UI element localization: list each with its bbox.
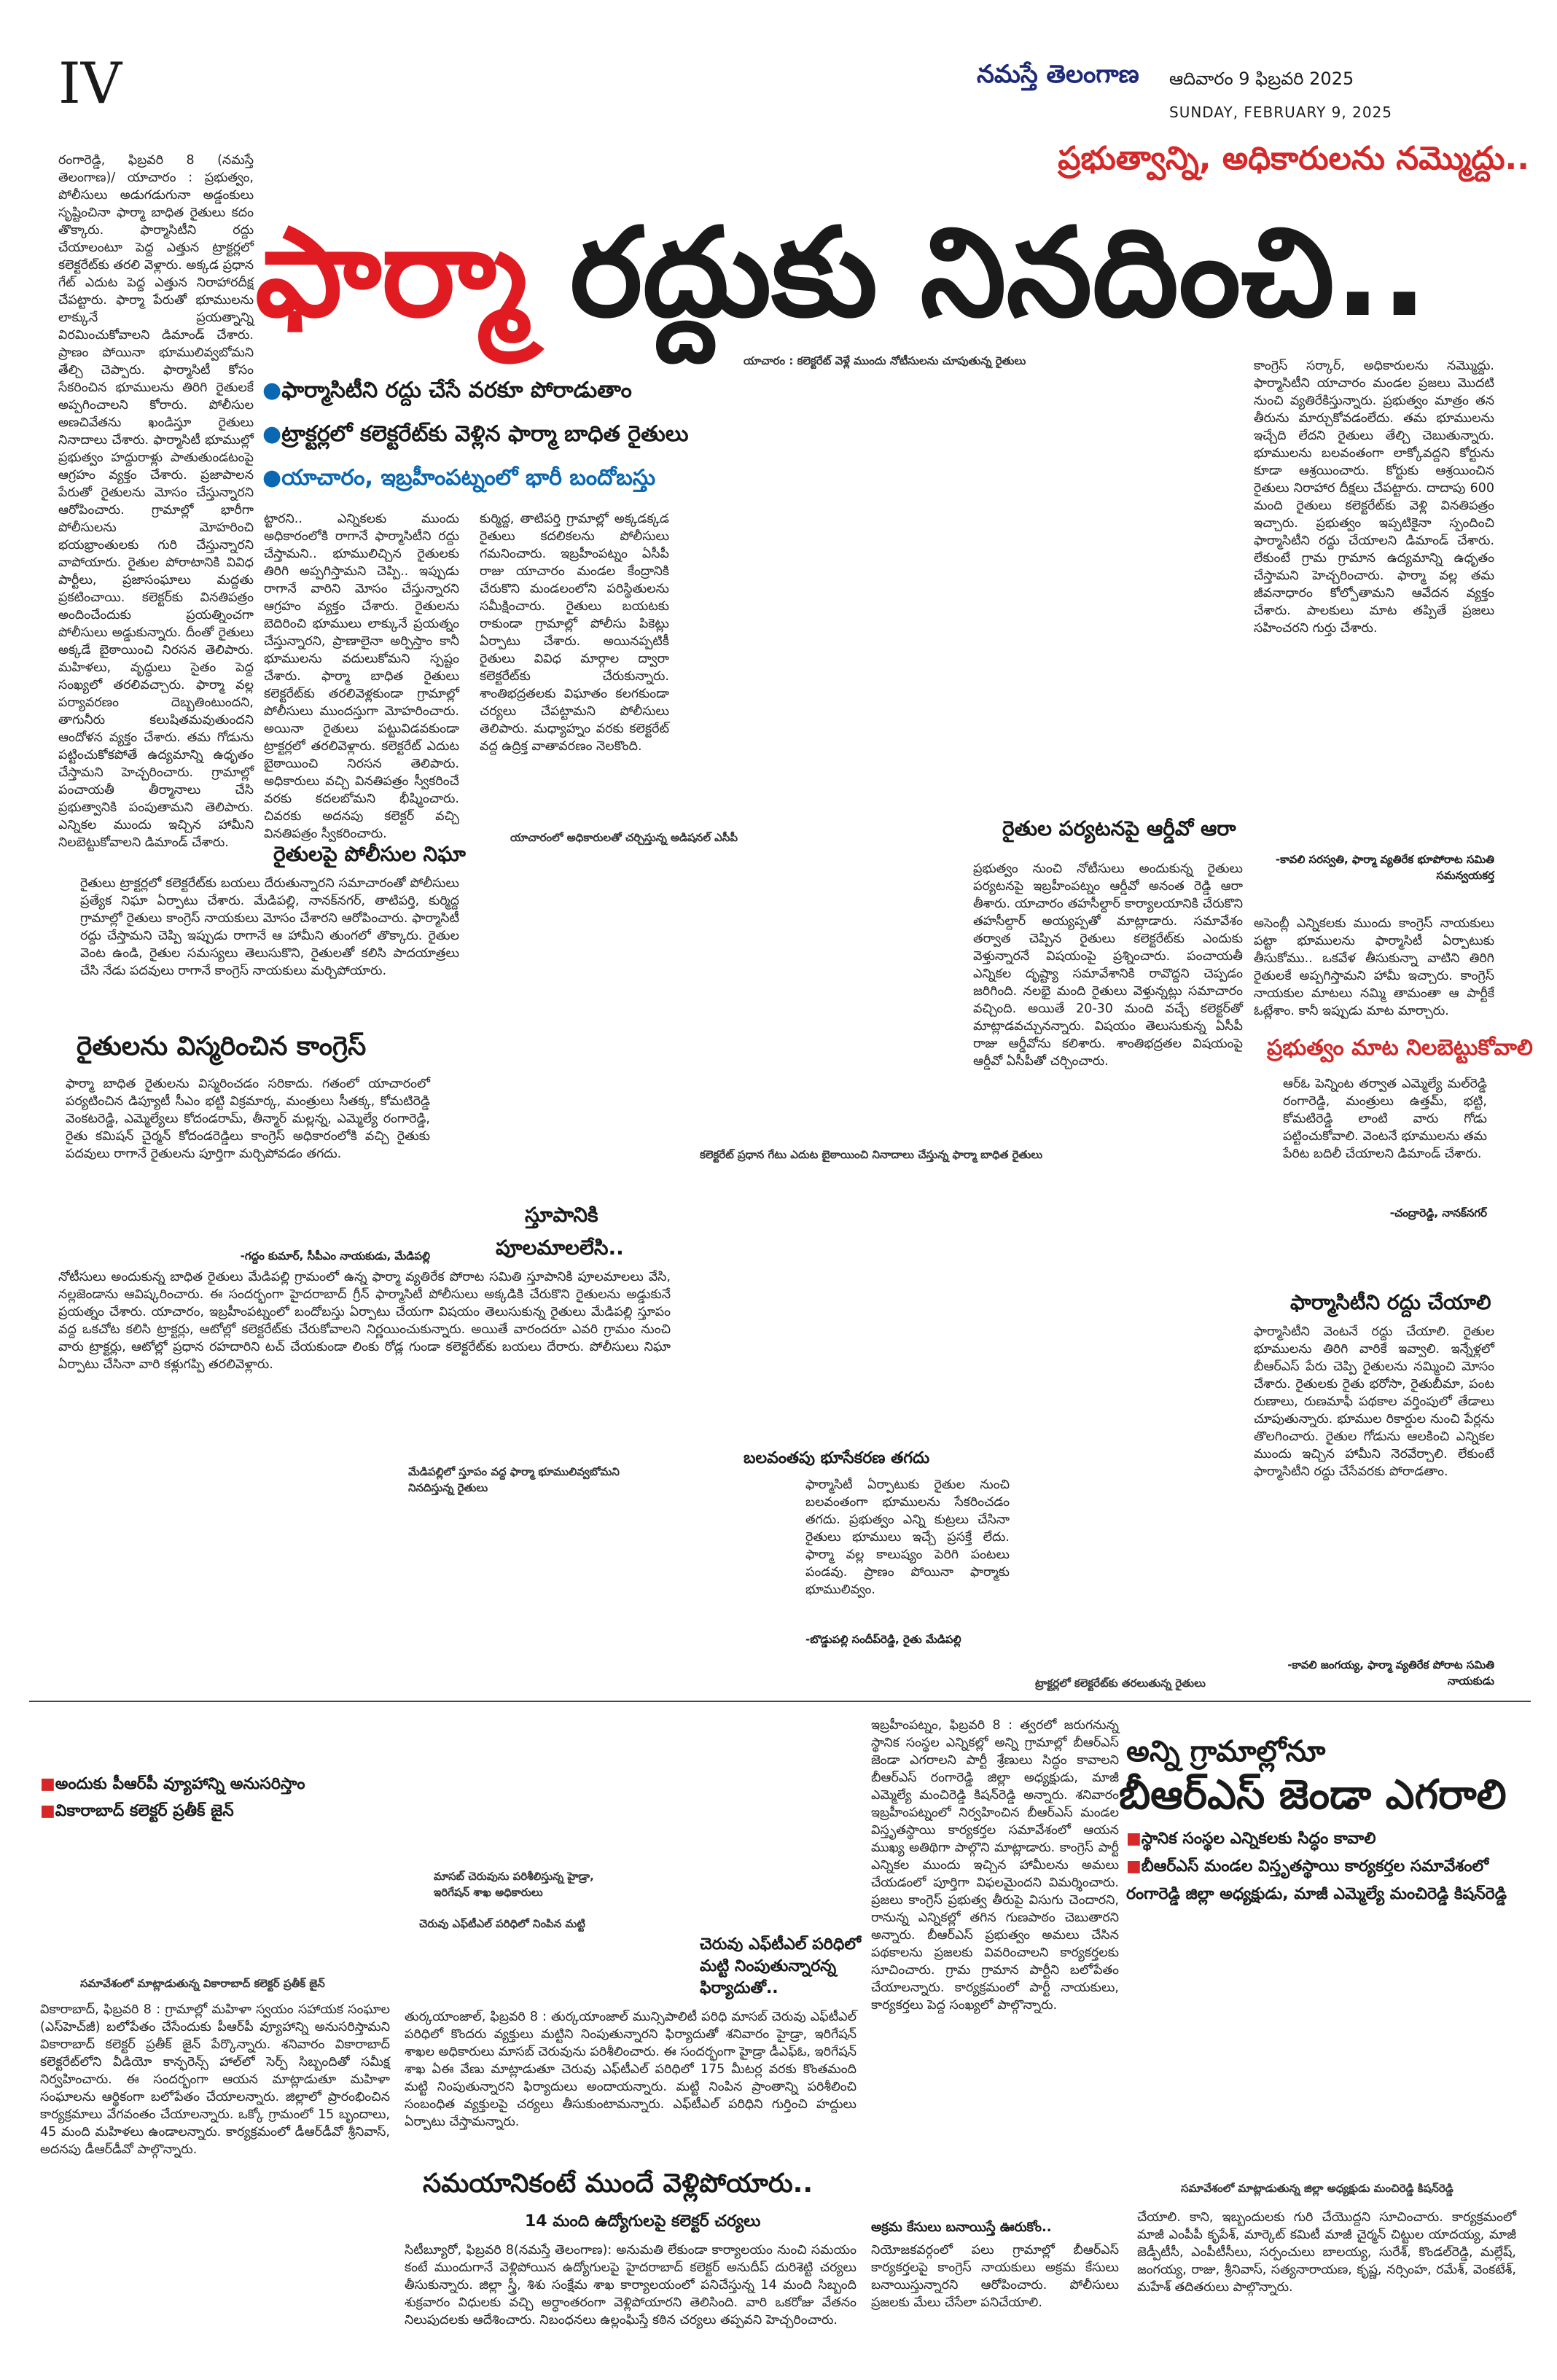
vikarabad-bullet-2: ■వికారాబాద్ కలెక్టర్ ప్రతీక్ జైన్ <box>40 1802 234 1820</box>
lead-bullet-2: ●ట్రాక్టర్లలో కలెక్టరేట్‌కు వెళ్లిన ఫార్మా బాధిత రైతులు <box>262 421 689 447</box>
lead-photo2-caption: యాచారంలో అధికారులతో చర్చిస్తున్న అడిషనల్ ఎసీపీ <box>510 831 738 844</box>
brs-headline: బీఆర్‌ఎస్ జెండా ఎగరాలి <box>1119 1771 1507 1819</box>
cancel-text: ఫార్మాసిటీని వెంటనే రద్దు చేయాలి. రైతుల భూములను తిరిగి వారికే ఇవ్వాలి. ఇన్నేళ్లలో బీఆర్‌ఎస్ పేరు చెప్పి రైతులను నమ్మించి మోసం చేశారు. రైతులకు రైతు భరోసా, రైతుబీమా, పంట రుణాలు, రుణమాఫీ పథకాల వర్తింపులో తేడాలు చూపుతున్నారు. భూముల రికార్డుల నుంచి పేర్లను తొలగించారు. రైతుల గోడును ఆలకించి ఎన్నికల ముందు ఇచ్చిన హామీని నెరవేర్చాలి. లేకుంటే ఫార్మాసిటీని రద్దు చేసేవరకు పోరాడతాం. <box>1254 1324 1494 1479</box>
bullet-icon: ● <box>262 421 282 447</box>
forced-signature: -బొడ్డుపల్లి సందీప్‌రెడ్డి, రైతు మేడిపల్లి <box>805 1633 961 1646</box>
stupa-heading-2: పూలమాలలేసి.. <box>496 1236 624 1260</box>
cancel-heading: ఫార్మాసిటీని రద్దు చేయాలి <box>1290 1290 1491 1314</box>
page-number: IV <box>58 51 122 117</box>
lead-photo-caption: యాచారం : కలెక్టరేట్ వెళ్లే ముందు నోటీసులను చూపుతున్న రైతులు <box>744 354 1026 367</box>
pond-heading: చెరువు ఎఫ్‌టీఎల్ పరిధిలో మట్టి నింపుతున్నారన్న ఫిర్యాదుతో.. <box>700 1935 862 1997</box>
early-subhead: 14 మంది ఉద్యోగులపై కలెక్టర్ చర్యలు <box>525 2212 761 2231</box>
brs-text-2: నియోజకవర్గంలో పలు గ్రామాల్లో బీఆర్‌ఎస్ కార్యకర్తలపై కాంగ్రెస్ నాయకులు అక్రమ కేసులు బనాయిస్తున్నారని ఆరోపించారు. పోలీసులు ప్రజలకు మేలు చేసేలా పనిచేయాలి. <box>871 2243 1119 2310</box>
right-col-signature-1: -కావలి సరస్వతి, ఫార్మా వ్యతిరేక భూపోరాట సమితి సమన్వయకర్త <box>1275 853 1494 882</box>
brs-caption: సమావేశంలో మాట్లాడుతున్న జిల్లా అధ్యక్షుడు మంచిరెడ్డి కిషన్‌రెడ్డి <box>1181 2182 1453 2195</box>
brs-bullet-3: రంగారెడ్డి జిల్లా అధ్యక్షుడు, మాజీ ఎమ్మెల్యే మంచిరెడ్డి కిషన్‌రెడ్డి <box>1126 1885 1507 1903</box>
early-headline: సమయానికంటే ముందే వెళ్లిపోయారు.. <box>423 2169 813 2198</box>
lead-col-3: కుర్మిద్ద, తాటిపర్తి గ్రామాల్లో అక్కడక్కడ రైతులు కదలికలను పోలీసులు గమనించారు. ఇబ్రహీంపట్నం ఏసీపీ రాజు యాచారం మండల కేంద్రానికి చేరుకొని మండలంలోని పరిస్థితులను సమీక్షించారు. రైతులు బయటకు రాకుండా గ్రామాల్లో పోలీసు పికెట్లు ఏర్పాటు చేశారు. అయినప్పటికీ రైతులు వివిధ మార్గాల ద్వారా కలెక్టరేట్‌కు చేరుకున్నారు. శాంతిభద్రతలకు విఘాతం కలగకుండా చర్యలు చేపట్టామని పోలీసులు తెలిపారు. మధ్యాహ్నం వరకు కలెక్టరేట్ వద్ద ఉద్రిక్త వాతావరణం నెలకొంది. <box>480 512 669 754</box>
stupa-heading-1: స్తూపానికి <box>525 1203 598 1227</box>
tractor-caption: ట్రాక్టర్లలో కలెక్టరేట్‌కు తరలుతున్న రైతులు <box>1035 1677 1206 1690</box>
lead-kicker: ప్రభుత్వాన్ని, అధికారులను నమ్మొద్దు.. <box>1058 140 1529 177</box>
bullet-icon: ■ <box>40 1802 55 1820</box>
pond-text: తుర్కయాంజాల్, ఫిబ్రవరి 8 : తుర్కయాంజాల్ మున్సిపాలిటీ పరిధి మాసబ్ చెరువు ఎఫ్‌టీఎల్ పరిధిలో కొందరు వ్యక్తులు మట్టిని నింపుతున్నారని ఫిర్యాదుతో శనివారం హైడ్రా, ఇరిగేషన్ శాఖల అధికారులు మాసబ్ చెరువును పరిశీలించారు. ఈ సందర్భంగా హైడ్రా డీఎఫ్‌ఓ, ఇరిగేషన్ శాఖ ఏఈ వేణు మాట్లాడుతూ చెరువు ఎఫ్‌టీఎల్ పరిధిలో 175 మీటర్ల వరకు కొంతమంది మట్టి నింపుతున్నారని ఫిర్యాదులు అందాయన్నారు. మట్టి నింపిన ప్రాంతాన్ని పరిశీలించి సంబంధిత వ్యక్తులపై చర్యలు తీసుకుంటామన్నారు. ఎఫ్‌టీఎల్ పరిధిని గుర్తించి హద్దులు ఏర్పాటు చేస్తామన్నారు. <box>405 2010 856 2129</box>
forgot-heading: రైతులను విస్మరించిన కాంగ్రెస్ <box>77 1031 367 1061</box>
bullet-icon: ● <box>262 465 282 491</box>
bullet-icon: ■ <box>1126 1830 1142 1848</box>
date-english: SUNDAY, FEBRUARY 9, 2025 <box>1169 104 1393 121</box>
gate-caption: కలెక్టరేట్ ప్రధాన గేటు ఎదుట బైఠాయించి నినాదాలు చేస్తున్న ఫార్మా బాధిత రైతులు <box>700 1148 1043 1161</box>
brs-bullet-1: ■స్థానిక సంస్థల ఎన్నికలకు సిద్ధం కావాలి <box>1126 1830 1376 1848</box>
right-col-text-2: అసెంబ్లీ ఎన్నికలకు ముందు కాంగ్రెస్ నాయకులు పట్టా భూములను ఫార్మాసిటీ ఏర్పాటుకు తీసుకోము.. ఒకవేళ తీసుకున్నా వాటిని తిరిగి రైతులకే అప్పగిస్తామని హామీ ఇచ్చారు. కాంగ్రెస్ నాయకుల మాటలు నమ్మి తామంతా ఆ పార్టీకే ఓట్లేశాం. కానీ ఇప్పుడు మాట మార్చారు. <box>1254 916 1494 1018</box>
stupa-caption: మేడిపల్లిలో స్తూపం వద్ద ఫార్మా భూములివ్వబోమని నినదిస్తున్న రైతులు <box>408 1465 620 1494</box>
bullet-icon: ■ <box>40 1775 55 1793</box>
right-col-signature-2: -చంద్రారెడ్డి, నానక్‌నగర్ <box>1389 1206 1487 1220</box>
lead-headline <box>255 201 1428 344</box>
brs-subhead: అక్రమ కేసులు బనాయిస్తే ఊరుకోం.. <box>871 2220 1052 2235</box>
bullet-icon: ■ <box>1126 1857 1142 1876</box>
vikarabad-text: వికారాబాద్, ఫిబ్రవరి 8 : గ్రామాల్లో మహిళా స్వయం సహాయక సంఘాల (ఎస్‌హెచ్‌జీ) బలోపేతం చేసేందుకు పీఆర్‌పీ వ్యూహాన్ని అనుసరిస్తామని వికారాబాద్ కలెక్టర్ ప్రతీక్ జైన్ పేర్కొన్నారు. శనివారం వికారాబాద్ కలెక్టరేట్‌లోని వీడియో కాన్ఫరెన్స్ హాల్‌లో సెర్ప్ సిబ్బందితో సమీక్ష నిర్వహించారు. ఈ సందర్భంగా ఆయన మాట్లాడుతూ మహిళా సంఘాలను ఆర్థికంగా బలోపేతం చేయాలన్నారు. జిల్లాలో ప్రారంభించిన కార్యక్రమాలు వేగవంతం చేయాలన్నారు. ఒక్కో గ్రామంలో 15 బృందాలు, 45 మంది మహిళలు ఉండాలన్నారు. కార్యక్రమంలో డీఆర్‌డీవో శ్రీనివాస్, అదనపు డీఆర్‌డీవో పాల్గొన్నారు. <box>40 2002 390 2157</box>
pond-caption-1: మాసబ్ చెరువును పరిశీలిస్తున్న హైడ్రా, ఇరిగేషన్ శాఖ అధికారులు <box>434 1870 594 1899</box>
forced-heading: బలవంతపు భూసేకరణ తగదు <box>744 1449 930 1467</box>
police-heading: రైతులపై పోలీసుల నిఘా <box>273 842 466 866</box>
right-col-red-subhead: ప్రభుత్వం మాట నిలబెట్టుకోవాలి <box>1267 1035 1533 1061</box>
vikarabad-bullet-1: ■అందుకు పీఆర్‌పీ వ్యూహాన్ని అనుసరిస్తాం <box>40 1775 305 1793</box>
date-telugu: ఆదివారం 9 ఫిబ్రవరి 2025 <box>1169 69 1354 89</box>
rdo-heading: రైతుల పర్యటనపై ఆర్డీవో ఆరా <box>1002 816 1236 840</box>
brs-kicker: అన్ని గ్రామాల్లోనూ <box>1126 1735 1326 1768</box>
lead-col-1: రంగారెడ్డి, ఫిబ్రవరి 8 (నమస్తే తెలంగాణ)/ యాచారం : ప్రభుత్వం, పోలీసులు అడుగడుగునా అడ్డంకులు సృష్టించినా ఫార్మా బాధిత రైతులు కదం తొక్కారు. ఫార్మాసిటీని రద్దు చేయాలంటూ పెద్ద ఎత్తున ట్రాక్టర్లలో కలెక్టరేట్‌కు తరలి వెళ్లారు. అక్కడ ప్రధాన గేట్ ఎదుట పెద్ద ఎత్తున నిరాహారదీక్ష చేపట్టారు. ఫార్మా పేరుతో భూములను లాక్కునే ప్రయత్నాన్ని విరమించుకోవాలని డిమాండ్ చేశారు. ప్రాణం పోయినా భూములివ్వబోమని తేల్చి చెప్పారు. ఫార్మాసిటీ కోసం సేకరించిన భూములను తిరిగి రైతులకే అప్పగించాలని కోరారు. పోలీసుల అణచివేతను ఖండిస్తూ రైతులు నినాదాలు చేశారు. ఫార్మాసిటీ భూముల్లో ప్రభుత్వం హద్దురాళ్లు పాతుతుండటంపై ఆగ్రహం వ్యక్తం చేశారు. ప్రజాపాలన పేరుతో రైతులను మోసం చేస్తున్నారని ఆరోపించారు. గ్రామాల్లో భారీగా పోలీసులను మోహరించి భయభ్రాంతులకు గురి చేస్తున్నారని వాపోయారు. రైతుల పోరాటానికి వివిధ పార్టీలు, ప్రజాసంఘాలు మద్దతు ప్రకటించాయి. కలెక్టర్‌కు వినతిపత్రం అందించేందుకు ప్రయత్నించగా పోలీసులు అడ్డుకున్నారు. దీంతో రైతులు అక్కడే బైఠాయించి నిరసన తెలిపారు. మహిళలు, వృద్ధులు సైతం పెద్ద సంఖ్యలో తరలివచ్చారు. ఫార్మా వల్ల పర్యావరణం దెబ్బతింటుందని, తాగునీరు కలుషితమవుతుందని ఆందోళన వ్యక్తం చేశారు. తమ గోడును పట్టించుకోకపోతే ఉద్యమాన్ని ఉధృతం చేస్తామని హెచ్చరించారు. గ్రామాల్లో పంచాయతీ తీర్మానాలు చేసి ప్రభుత్వానికి పంపుతామని తెలిపారు. ఎన్నికల ముందు ఇచ్చిన హామీని నిలబెట్టుకోవాలని డిమాండ్ చేశారు. <box>58 153 254 850</box>
brs-bottom-text: చేయాలి. కాని, ఇబ్బందులకు గురి చేయొద్దని సూచించారు. కార్యక్రమంలో మాజీ ఎంపీపీ కృపేశ్, మార్కెట్ కమిటీ మాజీ చైర్మన్ చిట్టుల యాదయ్య, మాజీ జెడ్పీటీసీ, ఎంపీటీసీలు, సర్పంచులు బాలయ్య, సురేశ్, కొండల్‌రెడ్డి, మల్లేష్, జంగయ్య, రాజు, శ్రీనివాస్, సత్యనారాయణ, కృష్ణ, నర్సింహ, రమేశ్, వెంకటేశ్, మహేశ్ తదితరులు పాల్గొన్నారు. <box>1137 2210 1516 2295</box>
headline-black: రద్దుకు నినదించి.. <box>527 201 1428 344</box>
right-col-text: కాంగ్రెస్ సర్కార్, అధికారులను నమ్మొద్దు. ఫార్మాసిటీని యాచారం మండల ప్రజలు మొదటి నుంచి వ్యతిరేకిస్తున్నారు. ప్రభుత్వం మాత్రం తన తీరును మార్చుకోవడంలేదు. తమ భూములను ఇచ్చేది లేదని రైతులు తేల్చి చెబుతున్నారు. భూములను బలవంతంగా లాక్కోవద్దని కోర్టును కూడా ఆశ్రయించారు. కోర్టుకు ఆశ్రయించిన రైతులు నిరాహార దీక్షలు చేపట్టారు. దాదాపు 600 మంది రైతులు కలెక్టరేట్‌కు వెళ్లి వినతిపత్రం ఇచ్చారు. ప్రభుత్వం ఇప్పటికైనా స్పందించి ఫార్మాసిటీని రద్దు చేయాలని డిమాండ్ చేశారు. లేకుంటే గ్రామ గ్రామాన ఉద్యమాన్ని ఉధృతం చేస్తామని హెచ్చరించారు. ఫార్మా వల్ల తమ జీవనాధారం కోల్పోతామని ఆవేదన వ్యక్తం చేశారు. పాలకులు మాట తప్పితే ప్రజలు సహించరని గుర్తు చేశారు. <box>1254 359 1494 636</box>
stupa-text: నోటీసులు అందుకున్న బాధిత రైతులు మేడిపల్లి గ్రామంలో ఉన్న ఫార్మా వ్యతిరేక పోరాట సమితి స్తూపానికి పూలమాలలు వేసి, నల్లజెండాను ఆవిష్కరించారు. ఈ సందర్భంగా హైదరాబాద్ గ్రీన్ ఫార్మాసిటీ పోలీసులు అక్కడికి చేరుకొని రైతులను అడ్డుకునే ప్రయత్నం చేశారు. యాచారం, ఇబ్రహీంపట్నంలో బందోబస్తు ఏర్పాటు చేయగా విషయం తెలుసుకున్న రైతులు మేడిపల్లి స్తూపం వద్ద ఒకచోట కలిసి ట్రాక్టర్లు, ఆటోల్లో కలెక్టరేట్‌కు చేరుకోవాలని నిర్ణయించుకున్నారు. అయితే వారందరూ ఎవరి గ్రామం నుంచి వారు ట్రాక్టర్లు, ఆటోల్లో ప్రధాన రహదారిని టచ్ చేయకుండా లింకు రోడ్ల గుండా కలెక్టరేట్‌కు బయలు దేరారు. పోలీసులు నిఘా ఏర్పాటు చేసినా వారి కళ్లుగప్పి తరలివెళ్లారు. <box>58 1270 671 1372</box>
lead-col-2: ట్టారని.. ఎన్నికలకు ముందు అధికారంలోకి రాగానే ఫార్మాసిటీని రద్దు చేస్తామని.. భూములిచ్చిన రైతులకు తిరిగి అప్పగిస్తామని చెప్పి.. ఇప్పుడు రాగానే వారిని మోసం చేస్తున్నారని ఆగ్రహం వ్యక్తం చేశారు. రైతులను బెదిరించి భూములు లాక్కునే ప్రయత్నం చేస్తున్నారని, ప్రాణాలైనా అర్పిస్తాం కానీ భూములను వదులుకోమని స్పష్టం చేశారు. ఫార్మా బాధిత రైతులు కలెక్టరేట్‌కు తరలివెళ్లకుండా గ్రామాల్లో పోలీసులు ముందస్తుగా మోహరించారు. అయినా రైతులు పట్టువిడవకుండా ట్రాక్టర్లలో తరలివెళ్లారు. కలెక్టరేట్ ఎదుట బైఠాయించి నిరసన తెలిపారు. అధికారులు వచ్చి వినతిపత్రం స్వీకరించే వరకు కదలబోమని భీష్మించారు. చివరకు అదనపు కలెక్టర్ వచ్చి వినతిపత్రం స్వీకరించారు. <box>264 512 459 841</box>
forgot-signature: -గద్దం కుమార్, సీపీఎం నాయకుడు, మేడిపల్లి <box>240 1249 430 1263</box>
section-divider <box>29 1701 1531 1702</box>
rdo-text: ప్రభుత్వం నుంచి నోటీసులు అందుకున్న రైతులు పర్యటనపై ఇబ్రహీంపట్నం ఆర్డీవో అనంత రెడ్డి ఆరా తీశారు. యాచారం తహసీల్దార్ కార్యాలయానికి చేరుకొని తహసీల్దార్ అయ్యప్పతో మాట్లాడారు. సమావేశం తర్వాత చెప్పిన రైతులు కలెక్టరేట్‌కు ఎందుకు వెళ్తున్నారనే విషయంపై ప్రశ్నించారు. పంచాయతీ ఎన్నికల దృష్ట్యా సమావేశానికి రావొద్దని చెప్పడం జరిగింది. నలభై మంది రైతులు వెళ్తున్నట్లు సమాచారం వచ్చింది. అయితే 20-30 మంది వచ్చే కలెక్టర్‌తో మాట్లాడవచ్చునన్నారు. విషయం తెలుసుకున్న ఏసీపీ రాజు ఆర్డీవోను కలిశారు. శాంతిభద్రతల విషయంపై ఆర్డీవో ఏసీపీతో చర్చించారు. <box>973 862 1243 1069</box>
headline-red: ఫార్మా <box>255 201 528 344</box>
police-text: రైతులు ట్రాక్టర్లలో కలెక్టరేట్‌కు బయలు దేరుతున్నారని సమాచారంతో పోలీసులు ప్రత్యేక నిఘా ఏర్పాటు చేశారు. మేడిపల్లి, నానక్‌నగర్, తాటిపర్తి, కుర్మిద్ద గ్రామాల్లో రైతులు కాంగ్రెస్ నాయకులు మోసం చేశారని ఆరోపించారు. ఫార్మాసిటీ రద్దు చేస్తామని చెప్పి ఇప్పుడు రాగానే ఆ హామీని తుంగలో తొక్కారు. రైతుల వెంట ఉండి, రైతుల సమస్యలు తెలుసుకొని, రైతులతో కలిసి పాదయాత్రలు చేసి నేడు పదవులు రాగానే కాంగ్రెస్ నాయకులు మర్చిపోయారు. <box>80 876 459 978</box>
cancel-signature: -కావలి జంగయ్య, ఫార్మా వ్యతిరేక పోరాట సమితి నాయకుడు <box>1287 1658 1494 1688</box>
brs-bullet-2: ■బీఆర్‌ఎస్ మండల విస్తృతస్థాయి కార్యకర్తల సమావేశంలో <box>1126 1857 1489 1876</box>
right-col-text-3: ఆర్‌ఓ పెన్నింట తర్వాత ఎమ్మెల్యే మల్‌రెడ్డి రంగారెడ్డి, మంత్రులు ఉత్తమ్, భట్టి, కోమటిరెడ్డి లాంటి వారు గోడు పట్టించుకోవాలి. వెంటనే భూములను తమ పేరిట బదిలీ చేయాలని డిమాండ్ చేశారు. <box>1283 1077 1487 1161</box>
lead-bullet-1: ●ఫార్మాసిటీని రద్దు చేసే వరకూ పోరాడుతాం <box>262 378 632 403</box>
brs-text: ఇబ్రహీంపట్నం, ఫిబ్రవరి 8 : త్వరలో జరుగనున్న స్థానిక సంస్థల ఎన్నికల్లో అన్ని గ్రామాల్లో బీఆర్‌ఎస్ జెండా ఎగరాలని పార్టీ శ్రేణులు సిద్ధం కావాలని బీఆర్‌ఎస్ రంగారెడ్డి జిల్లా అధ్యక్షుడు, మాజీ ఎమ్మెల్యే మంచిరెడ్డి కిషన్‌రెడ్డి అన్నారు. శనివారం ఇబ్రహీంపట్నంలో నిర్వహించిన బీఆర్‌ఎస్ మండల విస్తృతస్థాయి కార్యకర్తల సమావేశంలో ఆయన ముఖ్య అతిథిగా పాల్గొని మాట్లాడారు. కాంగ్రెస్ పార్టీ ఎన్నికల ముందు ఇచ్చిన హామీలను అమలు చేయడంలో పూర్తిగా విఫలమైందని విమర్శించారు. ప్రజలు కాంగ్రెస్ ప్రభుత్వ తీరుపై విసుగు చెందారని, రానున్న ఎన్నికల్లో తగిన గుణపాఠం చెబుతారని అన్నారు. బీఆర్‌ఎస్ ప్రభుత్వం అమలు చేసిన పథకాలను ప్రజలకు వివరించాలని కార్యకర్తలకు సూచించారు. గ్రామ గ్రామాన పార్టీని బలోపేతం చేయాలన్నారు. కార్యక్రమంలో పార్టీ నాయకులు, కార్యకర్తలు పెద్ద సంఖ్యలో పాల్గొన్నారు. <box>871 1718 1119 2013</box>
bullet-icon: ● <box>262 378 282 403</box>
lead-bullet-3: ●యాచారం, ఇబ్రహీంపట్నంలో భారీ బందోబస్తు <box>262 465 656 491</box>
forced-text: ఫార్మాసిటీ ఏర్పాటుకు రైతుల నుంచి బలవంతంగా భూములను సేకరించడం తగదు. ప్రభుత్వం ఎన్ని కుట్రలు చేసినా రైతులు భూములు ఇచ్చే ప్రసక్తే లేదు. ఫార్మా వల్ల కాలుష్యం పెరిగి పంటలు పండవు. ప్రాణం పోయినా ఫార్మాకు భూములివ్వం. <box>805 1478 1010 1597</box>
vikarabad-caption: సమావేశంలో మాట్లాడుతున్న వికారాబాద్ కలెక్టర్ ప్రతీక్ జైన్ <box>80 1977 325 1990</box>
forgot-text: ఫార్మా బాధిత రైతులను విస్మరించడం సరికాదు. గతంలో యాచారంలో పర్యటించిన డిప్యూటీ సీఎం భట్టి విక్రమార్క, మంత్రులు సీతక్క, కోమటిరెడ్డి వెంకటరెడ్డి, ఎమ్మెల్యేలు కోదండరామ్, తీన్మార్ మల్లన్న, ఎమ్మెల్యే రంగారెడ్డి, రైతు కమిషన్ చైర్మన్ కోదండరెడ్డిలు కాంగ్రెస్ అధికారంలోకి వచ్చి రైతుకు పదవులు రాగానే రైతులను పూర్తిగా మర్చిపోవడం తగదు. <box>66 1077 430 1161</box>
masthead: నమస్తే తెలంగాణ <box>977 60 1139 89</box>
pond-caption-2: చెరువు ఎఫ్‌టీఎల్ పరిధిలో నింపిన మట్టి <box>419 1917 585 1930</box>
early-text: సిటీబ్యూరో, ఫిబ్రవరి 8(నమస్తే తెలంగాణ): అనుమతి లేకుండా కార్యాలయం నుంచి సమయం కంటే ముందుగానే వెళ్లిపోయిన ఉద్యోగులపై హైదరాబాద్ కలెక్టర్ అనుదీప్ దురిశెట్టి చర్యలు తీసుకున్నారు. జిల్లా స్త్రీ, శిశు సంక్షేమ శాఖ కార్యాలయంలో పనిచేస్తున్న 14 మంది సిబ్బంది శుక్రవారం విధులకు వచ్చి అర్ధాంతరంగా వెళ్లిపోయారని తెలిసింది. వారి ఒకరోజు వేతనం నిలుపుదలకు ఆదేశించారు. నిబంధనలు ఉల్లంఘిస్తే కఠిన చర్యలు తప్పవని హెచ్చరించారు. <box>405 2243 856 2328</box>
